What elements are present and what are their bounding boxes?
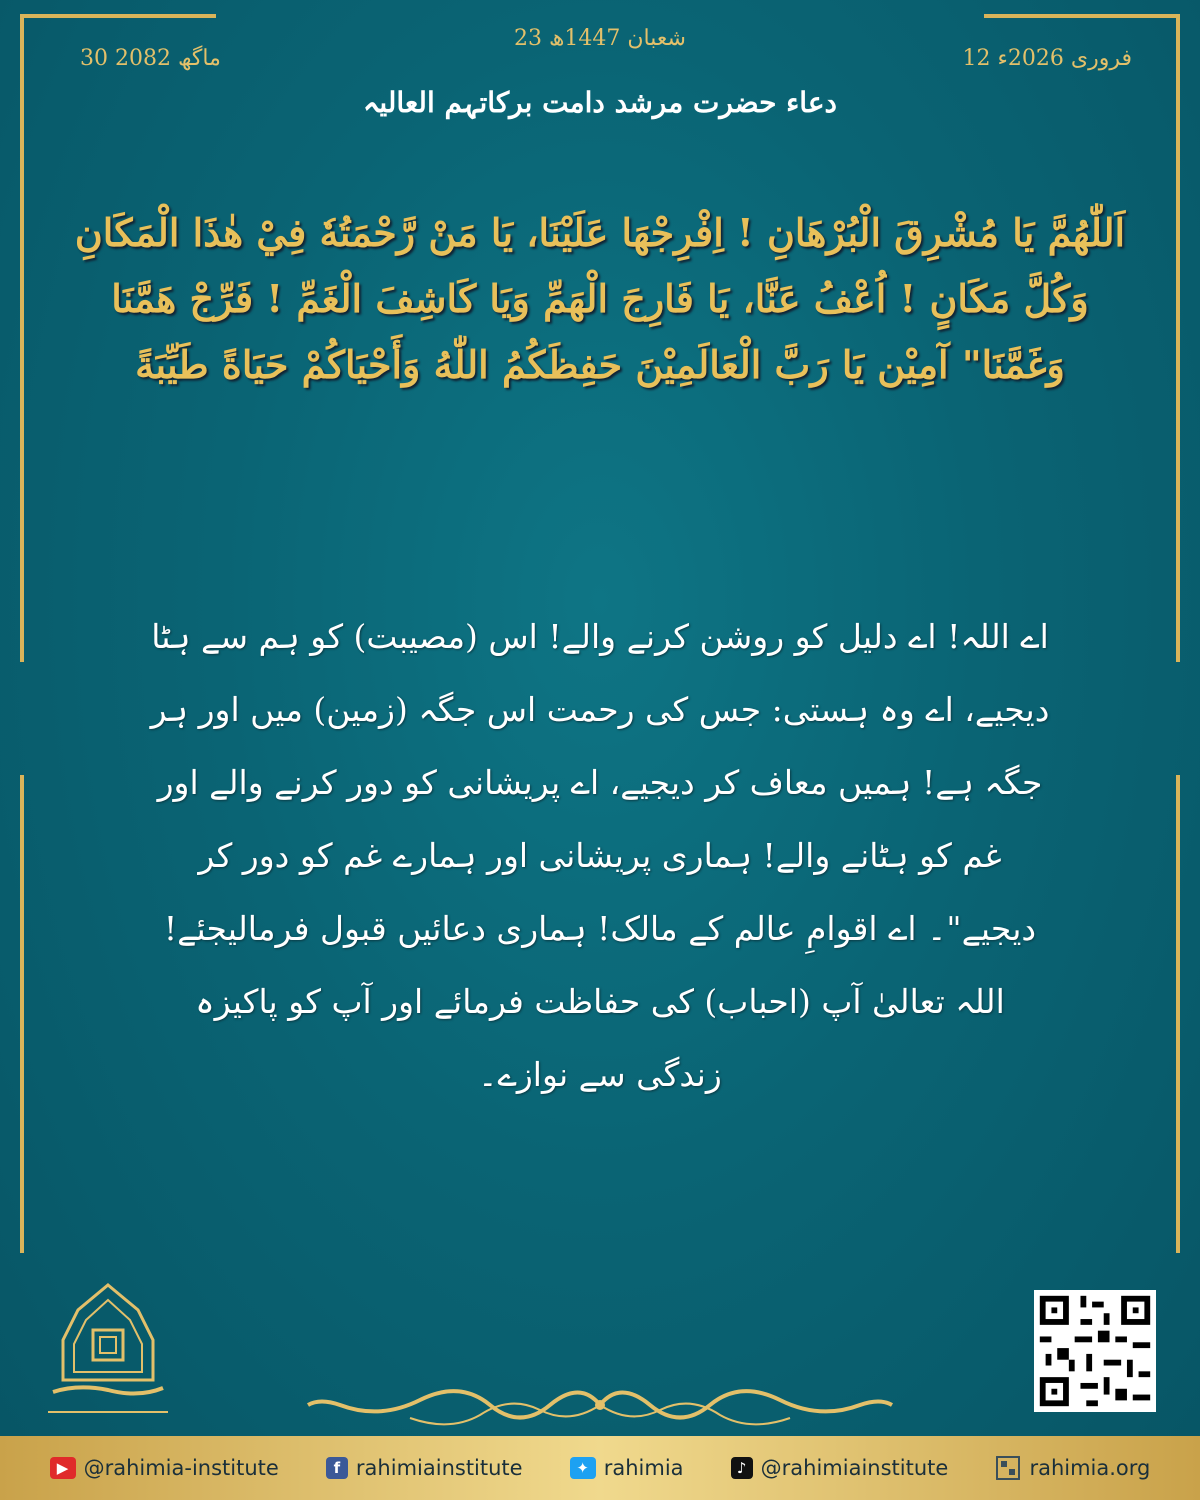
facebook-handle: rahimiainstitute — [355, 1456, 523, 1480]
institute-logo-icon — [38, 1280, 178, 1430]
qr-code-icon — [1034, 1290, 1156, 1412]
frame-top-right — [984, 14, 1180, 18]
tiktok-icon: ♪ — [731, 1457, 753, 1479]
twitter-handle: rahimia — [603, 1456, 684, 1480]
decorative-flourish-icon — [300, 1370, 900, 1440]
social-footer — [0, 1436, 1200, 1500]
website-icon — [995, 1455, 1021, 1481]
youtube-handle: @rahimia-institute — [83, 1456, 279, 1480]
frame-right-lower — [1176, 775, 1180, 1253]
facebook-link[interactable] — [326, 1456, 523, 1480]
urdu-translation-text: اے اللہ! اے دلیل کو روشن کرنے والے! اس (مصیبت) کو ہم سے ہٹا دیجیے، اے وہ ہستی: جس کی رحمت اس جگہ (زمین) میں اور ہر جگہ ہے! ہمیں معاف کر دیجیے، اے پریشانی کو دور کرنے والے اور غم کو ہٹانے والے! ہماری پریشانی اور ہمارے غم کو دور کر دیجیے"۔ اے اقوامِ عالم کے مالک! ہماری دعائیں قبول فرمالیجئے! اللہ تعالیٰ آپ (احباب) کی حفاظت فرمائے اور آپ کو پاکیزہ زندگی سے نوازے۔ — [150, 617, 1050, 1094]
arabic-prayer-text: اَللّٰهُمَّ يَا مُشْرِقَ الْبُرْهَانِ ! اِفْرِجْهَا عَلَيْنَا، يَا مَنْ رَّحْمَتُهٗ فِيْ هٰذَا الْمَكَانِ وَكُلَّ مَكَانٍ ! اُعْفُ عَنَّا، يَا فَارِجَ الْهَمِّ وَيَا كَاشِفَ الْغَمِّ ! فَرِّجْ هَمَّنَا وَغَمَّنَا" آمِيْن يَا رَبَّ الْعَالَمِيْنَ حَفِظَكُمُ اللّٰهُ وَأَحْيَاكُمْ حَيَاةً طَيِّبَةً — [74, 210, 1126, 387]
tiktok-handle: @rahimiainstitute — [760, 1456, 949, 1480]
twitter-link[interactable] — [570, 1456, 684, 1480]
hijri-date: 23 شعبان 1447ھ — [514, 26, 686, 51]
website-link[interactable] — [995, 1455, 1150, 1481]
gregorian-date: 12 فروری 2026ء — [962, 46, 1132, 71]
tiktok-link[interactable] — [731, 1456, 949, 1480]
frame-top-left — [20, 14, 216, 18]
frame-left-lower — [20, 775, 24, 1253]
website-url: rahimia.org — [1029, 1456, 1151, 1480]
youtube-link[interactable] — [50, 1456, 279, 1480]
twitter-icon: ✦ — [570, 1457, 596, 1479]
page-title: دعاء حضرت مرشد دامت برکاتہم العالیہ — [362, 86, 838, 119]
facebook-icon: f — [326, 1457, 348, 1479]
youtube-icon: ▶ — [50, 1457, 76, 1479]
bikrami-date: 30 ماگھ 2082 — [80, 46, 221, 71]
